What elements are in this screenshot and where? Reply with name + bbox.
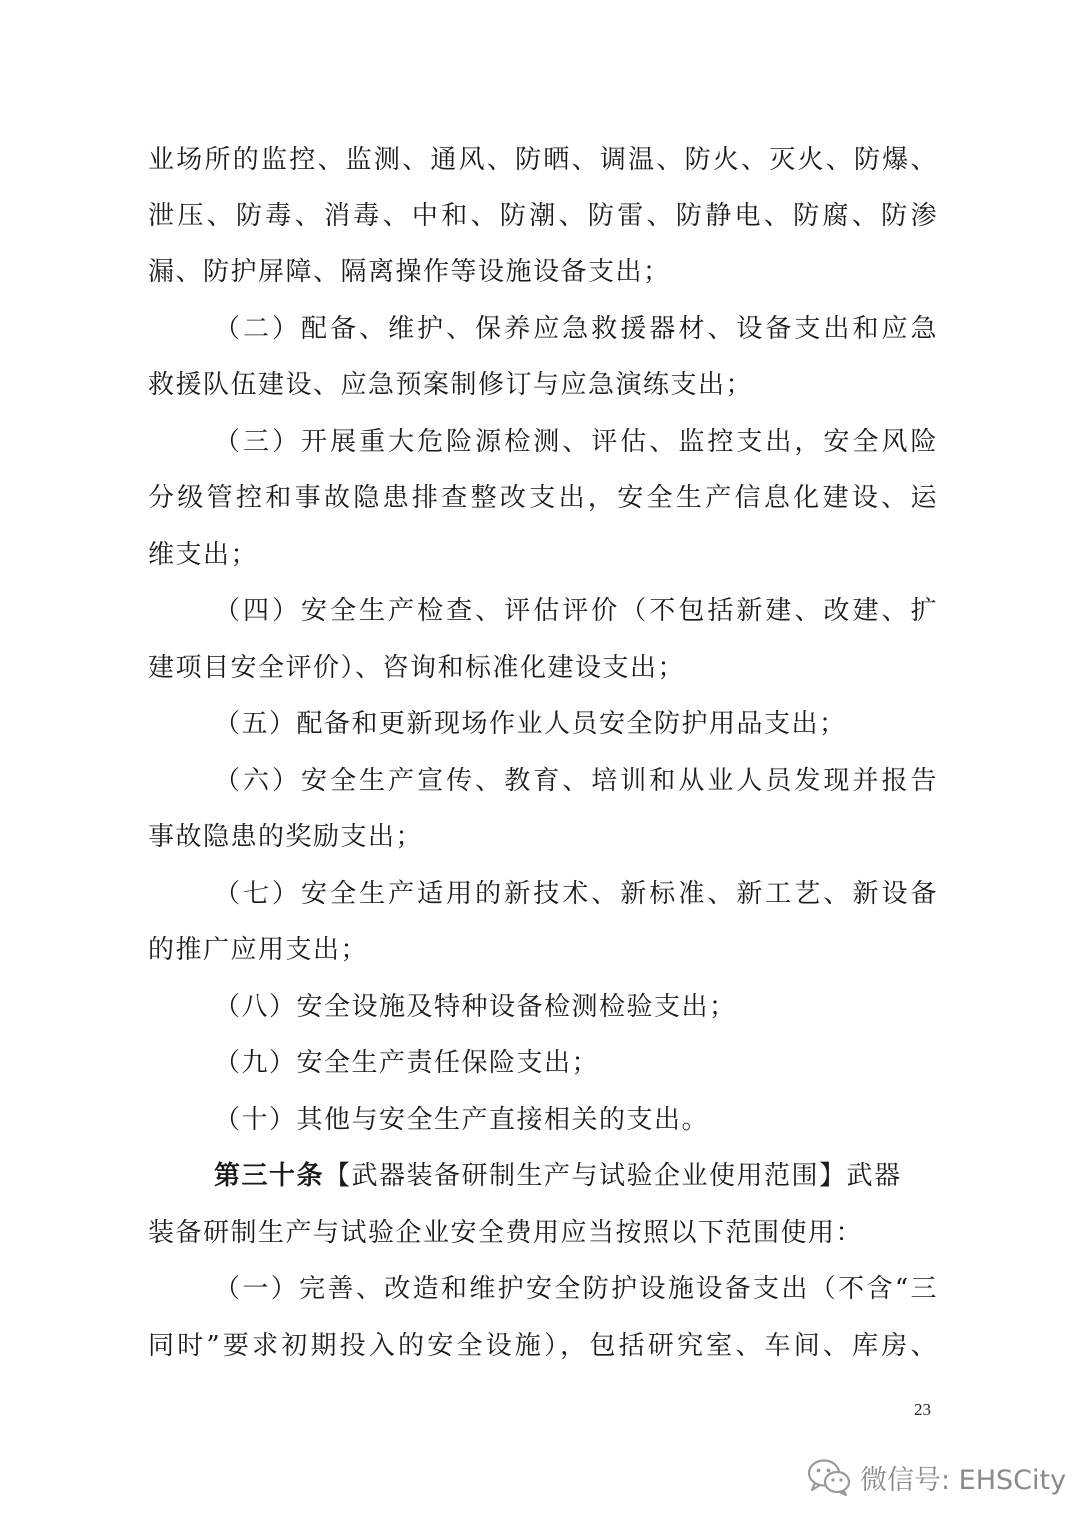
article-number: 第三十条	[214, 1161, 325, 1191]
wechat-watermark	[806, 1452, 1066, 1502]
text-line: 漏、防护屏障、隔离操作等设施设备支出；	[148, 257, 671, 287]
text-line: 救援队伍建设、应急预案制修订与应急演练支出；	[148, 370, 754, 400]
text-line: （十）其他与安全生产直接相关的支出。	[214, 1105, 710, 1135]
text-line: （一）完善、改造和维护安全防护设施设备支出（不含“三	[214, 1274, 938, 1304]
article-heading-line	[214, 1158, 938, 1194]
wechat-icon	[806, 1457, 852, 1497]
text-line: （五）配备和更新现场作业人员安全防护用品支出；	[214, 709, 847, 739]
text-line: 泄压、防毒、消毒、中和、防潮、防雷、防静电、防腐、防渗	[148, 201, 938, 231]
text-line: （八）安全设施及特种设备检测检验支出；	[214, 992, 737, 1022]
text-line: 维支出；	[148, 540, 259, 570]
text-line: （二）配备、维护、保养应急救援器材、设备支出和应急	[214, 314, 938, 344]
page-number: 23	[914, 1400, 931, 1419]
text-line: 建项目安全评价）、咨询和标准化建设支出；	[148, 653, 686, 683]
text-line: 装备研制生产与试验企业安全费用应当按照以下范围使用：	[148, 1218, 864, 1248]
text-line: （三）开展重大危险源检测、评估、监控支出，安全风险	[214, 427, 938, 457]
text-line: （七）安全生产适用的新技术、新标准、新工艺、新设备	[214, 879, 938, 909]
text-line: 事故隐患的奖励支出；	[148, 822, 424, 852]
text-line: 同时”要求初期投入的安全设施），包括研究室、车间、库房、	[148, 1331, 938, 1361]
watermark-text: 微信号: EHSCity	[860, 1464, 1067, 1496]
article-title: 【武器装备研制生产与试验企业使用范围】武器	[324, 1161, 902, 1191]
text-line: 分级管控和事故隐患排查整改支出，安全生产信息化建设、运	[148, 483, 938, 513]
text-line: 的推广应用支出；	[148, 935, 369, 965]
text-line: （九）安全生产责任保险支出；	[214, 1048, 600, 1078]
text-line: 业场所的监控、监测、通风、防晒、调温、防火、灭火、防爆、	[148, 145, 938, 175]
text-line: （六）安全生产宣传、教育、培训和从业人员发现并报告	[214, 766, 938, 796]
text-line: （四）安全生产检查、评估评价（不包括新建、改建、扩	[214, 596, 938, 626]
